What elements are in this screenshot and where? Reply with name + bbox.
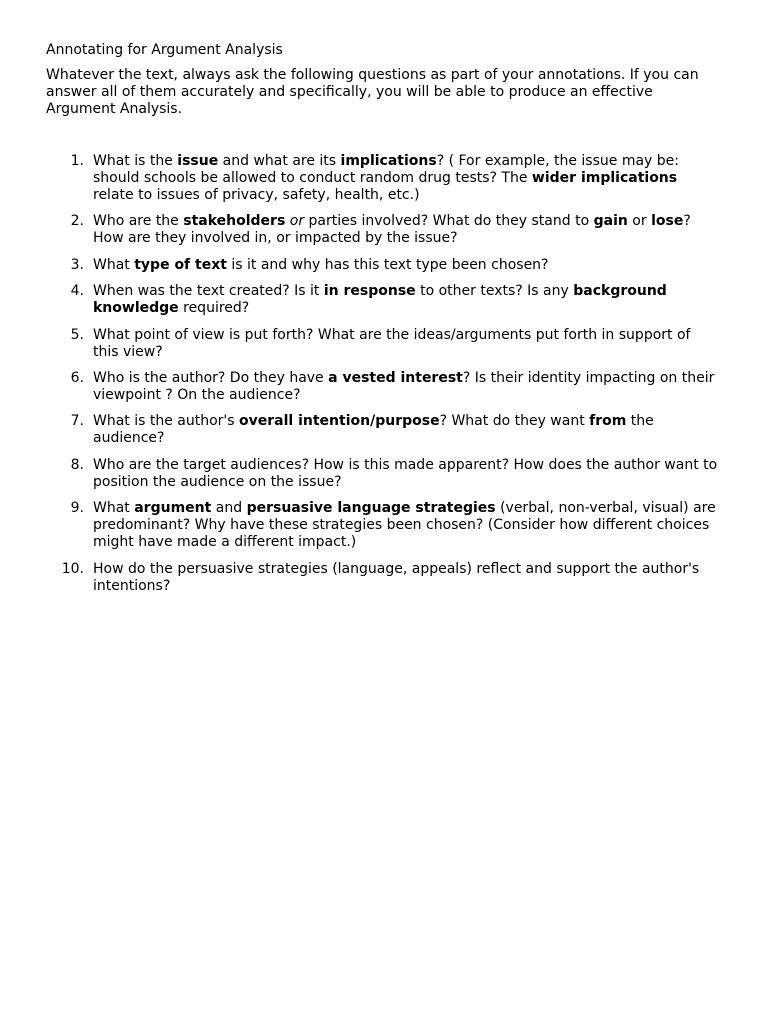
text-run: (verbal, non-verbal, visual) are predominant? Why have these strategies been chosen? (Consider how different choices might have made a different impact.)	[93, 500, 716, 551]
question-number: 4.	[70, 283, 84, 300]
bold-term: persuasive language strategies	[246, 500, 496, 517]
question-text	[93, 561, 718, 595]
question-item	[46, 153, 718, 204]
question-number: 9.	[70, 500, 84, 517]
bold-term: background knowledge	[93, 283, 667, 317]
question-item	[46, 457, 718, 491]
text-run: required?	[178, 300, 250, 317]
question-number: 5.	[70, 326, 84, 343]
question-text	[93, 257, 718, 274]
question-text	[93, 213, 718, 247]
question-item	[46, 370, 718, 404]
text-run: and	[211, 500, 247, 517]
bold-term: argument	[134, 500, 212, 517]
text-run: ? How are they involved in, or impacted by the issue?	[93, 213, 691, 247]
text-run: Who is the author? Do they have	[93, 369, 329, 386]
text-run: to other texts? Is any	[415, 283, 574, 300]
text-run: is it and why has this text type been chosen?	[226, 256, 549, 273]
bold-term: lose	[651, 213, 684, 230]
question-item	[46, 283, 718, 317]
text-run: Who are the	[93, 213, 184, 230]
text-run: ? Is their identity impacting on their viewpoint ? On the audience?	[93, 369, 715, 403]
bold-term: gain	[593, 213, 628, 230]
bold-term: type of text	[134, 256, 227, 273]
text-run: What	[93, 256, 135, 273]
text-run: What	[93, 500, 135, 517]
question-item	[46, 500, 718, 551]
question-item	[46, 413, 718, 447]
question-number: 1.	[70, 153, 84, 169]
italic-term: or	[289, 213, 305, 230]
text-run: and what are its	[218, 153, 341, 169]
question-number: 10.	[61, 560, 84, 577]
question-item	[46, 213, 718, 247]
question-text	[93, 327, 718, 361]
question-text	[93, 413, 718, 447]
bold-term: wider implications	[531, 170, 678, 186]
text-run: ? ( For example, the issue may be: should schools be allowed to conduct random drug tests? The	[93, 153, 679, 186]
question-list	[46, 153, 718, 595]
question-text	[93, 500, 718, 551]
question-item	[46, 561, 718, 595]
question-item	[46, 257, 718, 274]
text-run: or	[627, 213, 652, 230]
bold-term: in response	[323, 283, 416, 300]
document-title: Annotating for Argument Analysis	[46, 42, 283, 58]
bold-term: stakeholders	[183, 213, 286, 230]
bold-term: issue	[177, 153, 219, 169]
text-run: relate to issues of privacy, safety, health, etc.)	[93, 187, 420, 203]
intro-paragraph: Whatever the text, always ask the following questions as part of your annotations. If you can answer all of them accurately and specifically, you will be able to produce an effective Argument Analysis.	[46, 67, 699, 117]
question-number: 6.	[70, 369, 84, 386]
text-run: ? What do they want	[439, 413, 590, 430]
text-run: What point of view is put forth? What are the ideas/arguments put forth in support of this view?	[93, 326, 691, 360]
bold-term: a vested interest	[328, 369, 463, 386]
question-item	[46, 327, 718, 361]
question-text	[93, 283, 718, 317]
question-number: 7.	[70, 413, 84, 430]
text-run: What is the	[93, 153, 178, 169]
text-run: parties involved? What do they stand to	[304, 213, 594, 230]
question-number: 2.	[70, 213, 84, 230]
question-text	[93, 153, 718, 204]
question-number: 8.	[70, 456, 84, 473]
bold-term: overall intention/purpose	[239, 413, 440, 430]
text-run: the audience?	[93, 413, 654, 447]
text-run: When was the text created? Is it	[93, 283, 324, 300]
text-run: How do the persuasive strategies (language, appeals) reflect and support the author's intentions?	[93, 560, 700, 594]
text-run: Who are the target audiences? How is this made apparent? How does the author want to position the audience on the issue?	[93, 456, 718, 490]
question-text	[93, 370, 718, 404]
text-run: What is the author's	[93, 413, 240, 430]
question-number: 3.	[70, 256, 84, 273]
bold-term: implications	[340, 153, 437, 169]
bold-term: from	[589, 413, 627, 430]
question-text	[93, 457, 718, 491]
